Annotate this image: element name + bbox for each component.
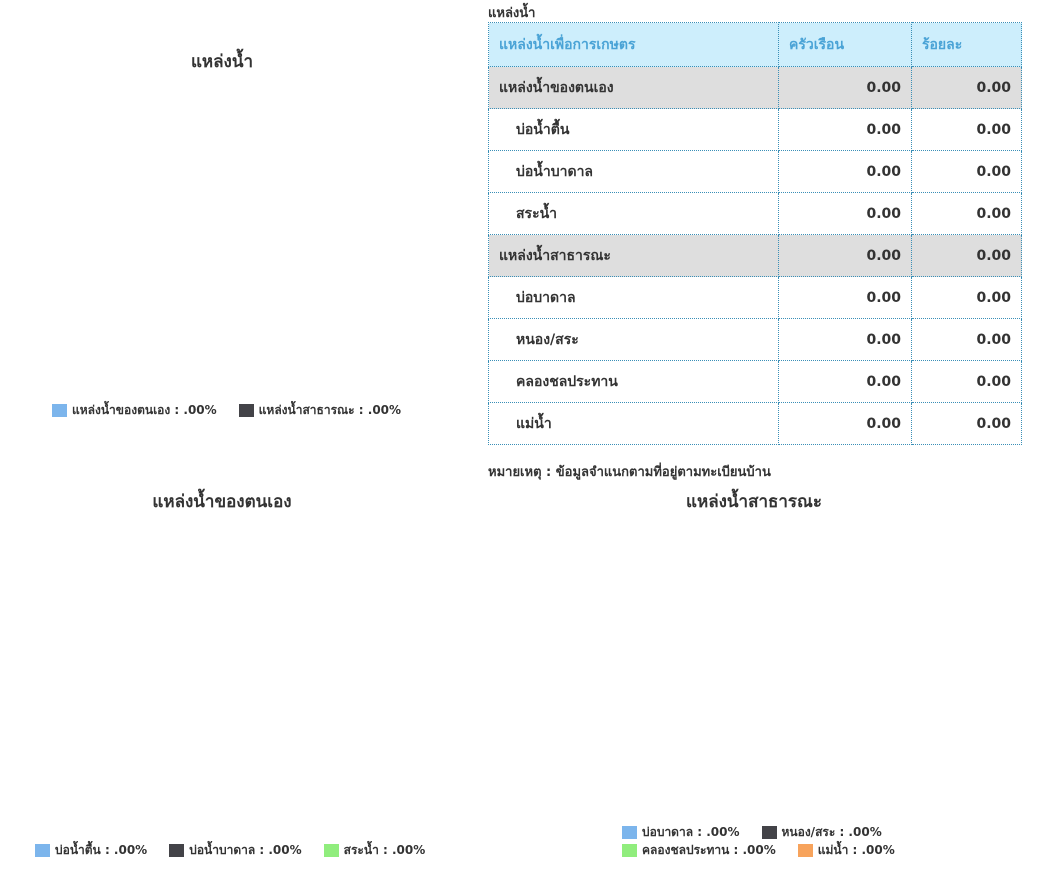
legend-row [622,841,895,859]
legend-item-public-artesian-well[interactable] [622,823,740,842]
table-row [489,151,1022,193]
header-water-source: แหล่งน้ำเพื่อการเกษตร [489,23,779,67]
row-percent: 0.00 [912,319,1022,361]
legend-row [52,401,401,419]
table-row [489,361,1022,403]
table-row [489,277,1022,319]
table-row [489,319,1022,361]
header-percent: ร้อยละ [912,23,1022,67]
legend-item-public-sources[interactable] [239,401,401,420]
pie-svg-own-sources [20,520,450,830]
row-households: 0.00 [779,319,912,361]
legend-label: แหล่งน้ำสาธารณะ : .00% [258,402,402,417]
row-label: แหล่งน้ำของตนเอง [489,67,779,109]
chart-title-public-sources: แหล่งน้ำสาธารณะ [686,492,822,512]
legend-label: หนอง/สระ : .00% [781,824,882,839]
row-label: หนอง/สระ [489,319,779,361]
table-row [489,109,1022,151]
legend-public-sources [622,823,895,859]
legend-item-irrigation-canal[interactable] [622,841,776,860]
row-label: คลองชลประทาน [489,361,779,403]
row-households: 0.00 [779,361,912,403]
table-note: หมายเหตุ : ข้อมูลจำแนกตามที่อยู่ตามทะเบียนบ้าน [488,465,771,480]
legend-swatch [798,844,813,857]
legend-swatch [622,844,637,857]
legend-item-shallow-well[interactable] [35,841,147,860]
row-label: สระน้ำ [489,193,779,235]
row-households: 0.00 [779,109,912,151]
legend-label: แม่น้ำ : .00% [817,842,895,857]
legend-row [622,823,895,841]
row-percent: 0.00 [912,235,1022,277]
row-label: บ่อน้ำตื้น [489,109,779,151]
legend-label: บ่อบาดาล : .00% [642,824,740,839]
row-households: 0.00 [779,151,912,193]
row-households: 0.00 [779,403,912,445]
row-percent: 0.00 [912,361,1022,403]
row-percent: 0.00 [912,151,1022,193]
pie-svg-public-sources [540,520,970,810]
legend-item-own-sources[interactable] [52,401,217,420]
row-households: 0.00 [779,235,912,277]
legend-item-pond[interactable] [324,841,426,860]
legend-swatch [35,844,50,857]
legend-label: บ่อน้ำตื้น : .00% [55,842,148,857]
row-percent: 0.00 [912,67,1022,109]
legend-swatch [169,844,184,857]
row-percent: 0.00 [912,277,1022,319]
table-header-row [489,23,1022,67]
legend-item-artesian-well[interactable] [169,841,301,860]
legend-row [35,841,425,859]
row-percent: 0.00 [912,109,1022,151]
row-percent: 0.00 [912,193,1022,235]
table-row [489,67,1022,109]
legend-label: บ่อน้ำบาดาล : .00% [189,842,302,857]
row-label: บ่อบาดาล [489,277,779,319]
chart-title-water-sources: แหล่งน้ำ [190,52,254,72]
row-households: 0.00 [779,277,912,319]
legend-swatch [622,826,637,839]
pie-chart-public-sources [540,520,970,810]
pie-chart-water-sources [20,80,450,390]
legend-item-river[interactable] [798,841,895,860]
row-label: แหล่งน้ำสาธารณะ [489,235,779,277]
legend-swatch [762,826,777,839]
legend-own-sources [35,841,425,859]
row-percent: 0.00 [912,403,1022,445]
header-households: ครัวเรือน [779,23,912,67]
pie-chart-own-sources [20,520,450,830]
legend-swatch [52,404,67,417]
water-source-table [488,22,1022,445]
row-households: 0.00 [779,67,912,109]
legend-label: แหล่งน้ำของตนเอง : .00% [72,402,217,417]
row-label: แม่น้ำ [489,403,779,445]
legend-item-swamp-pond[interactable] [762,823,882,842]
pie-svg-water-sources [20,80,450,390]
legend-swatch [239,404,254,417]
table-row [489,235,1022,277]
row-label: บ่อน้ำบาดาล [489,151,779,193]
legend-label: สระน้ำ : .00% [343,842,426,857]
chart-title-own-sources: แหล่งน้ำของตนเอง [152,492,292,512]
table-row [489,193,1022,235]
row-households: 0.00 [779,193,912,235]
legend-swatch [324,844,339,857]
legend-water-sources [52,401,401,419]
legend-label: คลองชลประทาน : .00% [642,842,776,857]
table-caption: แหล่งน้ำ [488,6,536,21]
table-row [489,403,1022,445]
